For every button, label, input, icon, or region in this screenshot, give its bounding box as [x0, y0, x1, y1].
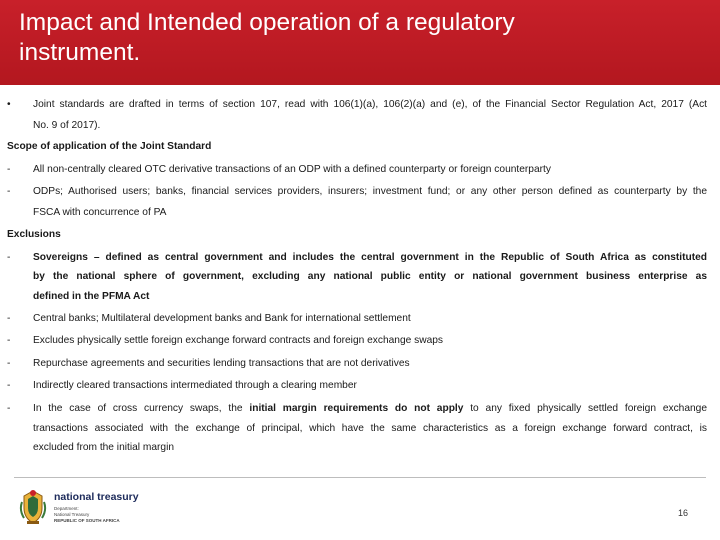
exclusion-item-fx-forwards: Excludes physically settle foreign exchange forward contracts and foreign exchange swaps [33, 335, 443, 346]
exclusion-sovereigns-line-1: Sovereigns – defined as central government and includes the central government in the Republic of South Africa as constituted [33, 252, 707, 263]
intro-text-line-2: No. 9 of 2017). [33, 120, 101, 131]
logo-subtext-1: Department: [54, 506, 79, 511]
exclusion-sovereigns-line-3: defined in the PFMA Act [33, 291, 150, 302]
dash-marker: - [7, 164, 11, 175]
scope-heading: Scope of application of the Joint Standard [7, 141, 212, 152]
coat-of-arms-icon [18, 488, 48, 526]
footer-divider [14, 477, 706, 478]
dash-marker: - [7, 252, 11, 263]
dash-marker: - [7, 380, 11, 391]
scope-item-2-line-1: ODPs; Authorised users; banks, financial services providers, insurers; investment fund; or any other person defined as counterparty by the [33, 186, 707, 197]
exclusion-item-cross-currency-line-2: transactions associated with the exchange of principal, which have the same characteristics as a foreign exchange forward contract, is [33, 423, 707, 434]
dash-marker: - [7, 335, 11, 346]
scope-item-1: All non-centrally cleared OTC derivative transactions of an ODP with a defined counterparty or foreign counterparty [33, 164, 551, 175]
dash-marker: - [7, 186, 11, 197]
cross-currency-text-bold: initial margin requirements do not apply [249, 403, 464, 414]
dash-marker: - [7, 358, 11, 369]
cross-currency-text-pre: In the case of cross currency swaps, the [33, 403, 250, 414]
scope-item-2-line-2: FSCA with concurrence of PA [33, 207, 167, 218]
dash-marker: - [7, 313, 11, 324]
title-banner [0, 0, 720, 85]
exclusion-item-cross-currency-line-1 [33, 402, 707, 415]
exclusion-item-repos: Repurchase agreements and securities lending transactions that are not derivatives [33, 358, 410, 369]
intro-text-line-1: Joint standards are drafted in terms of section 107, read with 106(1)(a), 106(2)(a) and (e), of the Financial Sector Regulation Act, 2017 (Act [33, 99, 707, 110]
exclusions-heading: Exclusions [7, 229, 61, 240]
exclusion-sovereigns-line-2: by the national sphere of government, excluding any national public entity or national government business enterprise as [33, 271, 707, 282]
logo-subtext-3: REPUBLIC OF SOUTH AFRICA [54, 518, 120, 523]
exclusion-item-indirect-clearing: Indirectly cleared transactions intermediated through a clearing member [33, 380, 357, 391]
cross-currency-text-post: to any fixed physically settled foreign exchange [463, 403, 708, 414]
logo-subtext-2: National Treasury [54, 512, 90, 517]
logo-wordmark: national treasury [54, 491, 139, 503]
page-number: 16 [677, 508, 688, 518]
national-treasury-logo [18, 488, 158, 530]
bullet-marker: • [7, 99, 11, 110]
exclusion-item-cross-currency-line-3: excluded from the initial margin [33, 442, 174, 453]
exclusion-item-central-banks: Central banks; Multilateral development banks and Bank for international settlement [33, 313, 411, 324]
slide-title: Impact and Intended operation of a regulatory instrument. [19, 9, 515, 66]
dash-marker: - [7, 403, 11, 414]
